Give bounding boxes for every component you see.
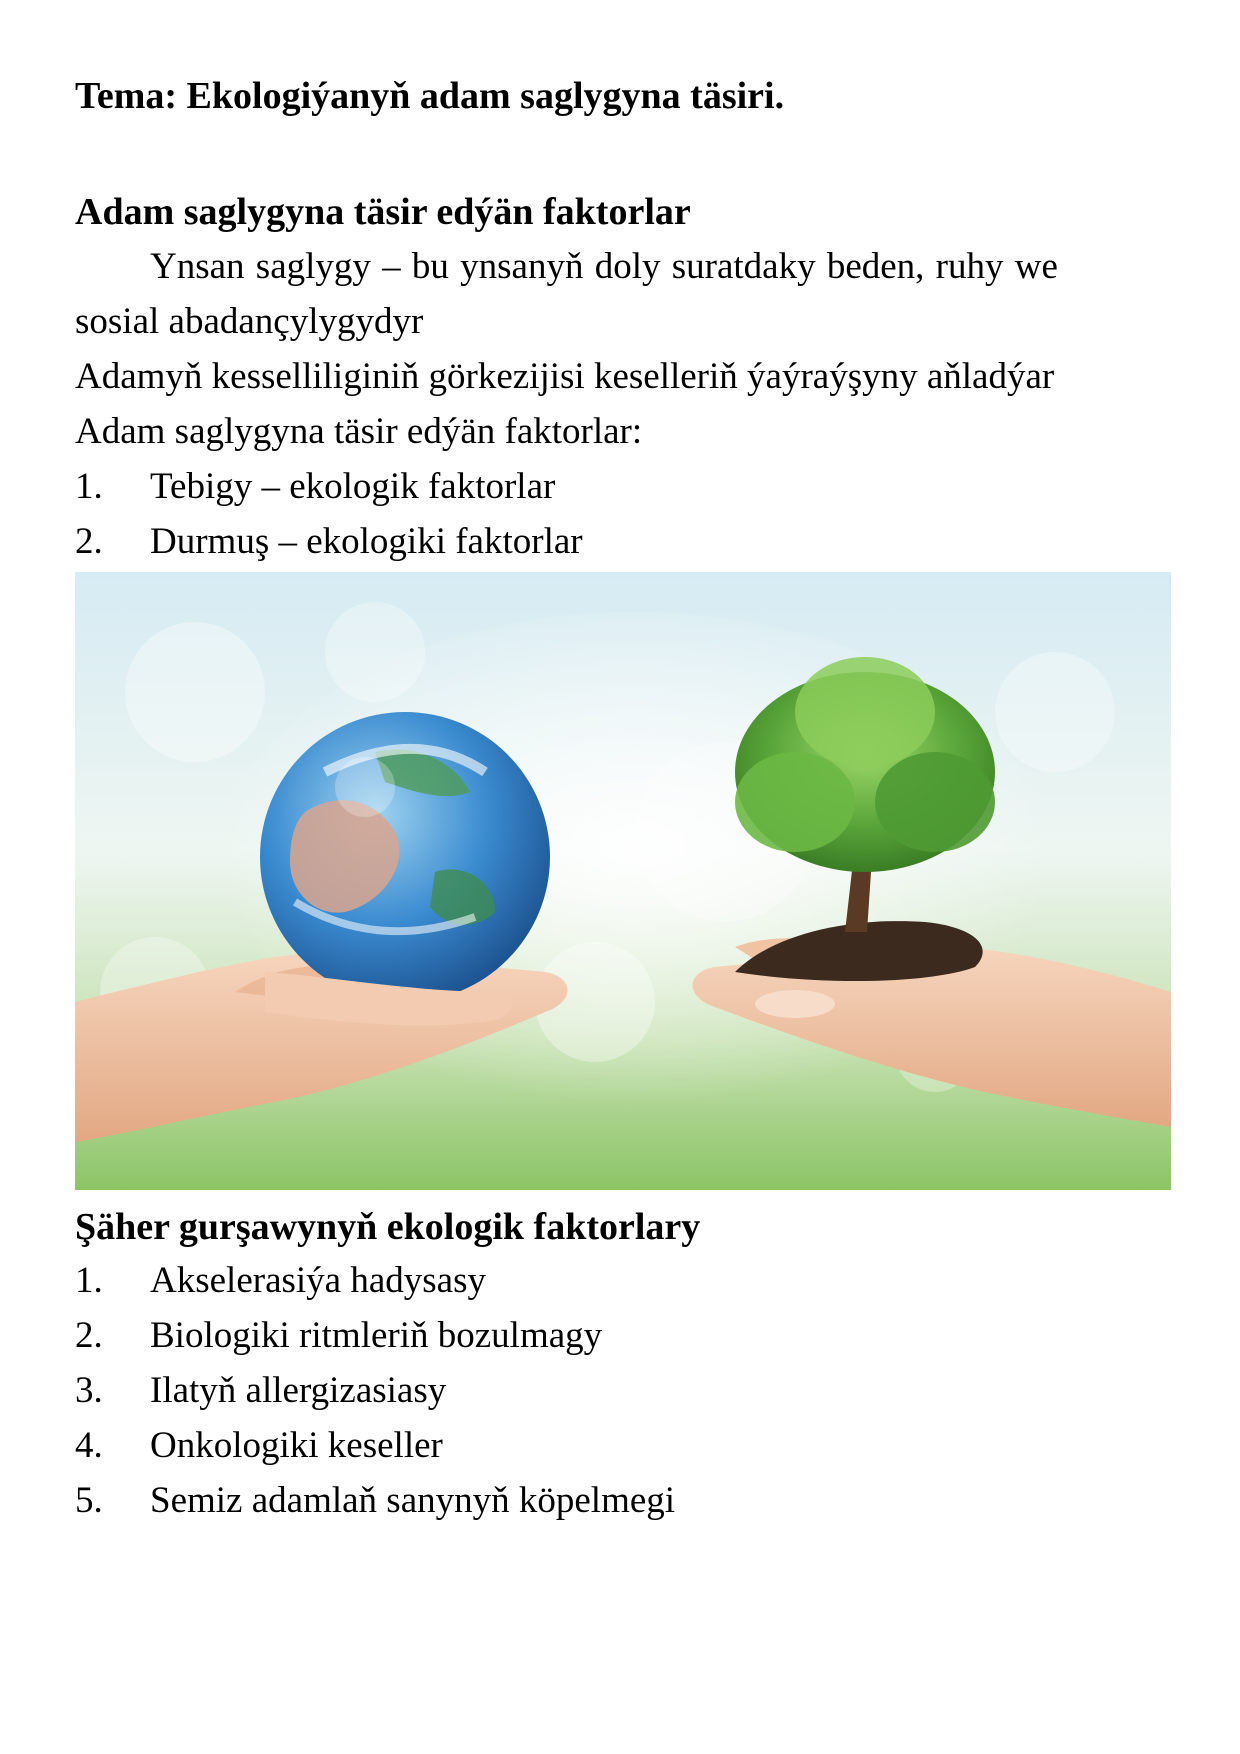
section-heading-health-factors: Adam saglygyna täsir edýän faktorlar bbox=[75, 191, 691, 233]
list-item-text: Akselerasiýa hadysasy bbox=[150, 1260, 486, 1301]
list-item-text: Tebigy – ekologik faktorlar bbox=[150, 466, 556, 507]
list-item-text: Biologiki ritmleriň bozulmagy bbox=[150, 1315, 603, 1356]
list-number: 4. bbox=[75, 1425, 103, 1466]
list-number: 3. bbox=[75, 1370, 103, 1411]
list-item-text: Durmuş – ekologiki faktorlar bbox=[150, 521, 583, 562]
list-item bbox=[75, 514, 583, 569]
paragraph-line: Ynsan saglygy – bu ynsanyň doly suratdaky beden, ruhy we bbox=[150, 246, 1058, 287]
paragraph-line: sosial abadançylygydyr bbox=[75, 301, 424, 342]
paragraph-line: Adam saglygyna täsir edýän faktorlar: bbox=[75, 411, 643, 452]
list-item bbox=[75, 1418, 675, 1473]
paragraph-health-definition bbox=[75, 239, 1175, 459]
list-item-text: Semiz adamlaň sanynyň köpelmegi bbox=[150, 1480, 676, 1521]
hands-globe-tree-photo bbox=[75, 572, 1171, 1190]
urban-factors-list bbox=[75, 1253, 675, 1528]
earth-globe-icon bbox=[260, 712, 550, 1002]
list-item bbox=[75, 1363, 675, 1418]
list-item-text: Onkologiki keseller bbox=[150, 1425, 443, 1466]
list-number: 5. bbox=[75, 1480, 103, 1521]
list-number: 1. bbox=[75, 1260, 103, 1301]
list-item bbox=[75, 1473, 675, 1528]
list-item bbox=[75, 1308, 675, 1363]
list-number: 2. bbox=[75, 521, 103, 562]
list-number: 1. bbox=[75, 466, 103, 507]
health-factors-list bbox=[75, 459, 583, 569]
list-item bbox=[75, 1253, 675, 1308]
list-item-text: Ilatyň allergizasiasy bbox=[150, 1370, 447, 1411]
list-item bbox=[75, 459, 583, 514]
list-number: 2. bbox=[75, 1315, 103, 1356]
page-title: Tema: Ekologiýanyň adam saglygyna täsiri. bbox=[75, 75, 785, 117]
paragraph-line: Adamyň kesselliliginiň görkezijisi keselleriň ýaýraýşyny aňladýar bbox=[75, 356, 1055, 397]
section-heading-urban-factors: Şäher gurşawynyň ekologik faktorlary bbox=[75, 1206, 701, 1248]
